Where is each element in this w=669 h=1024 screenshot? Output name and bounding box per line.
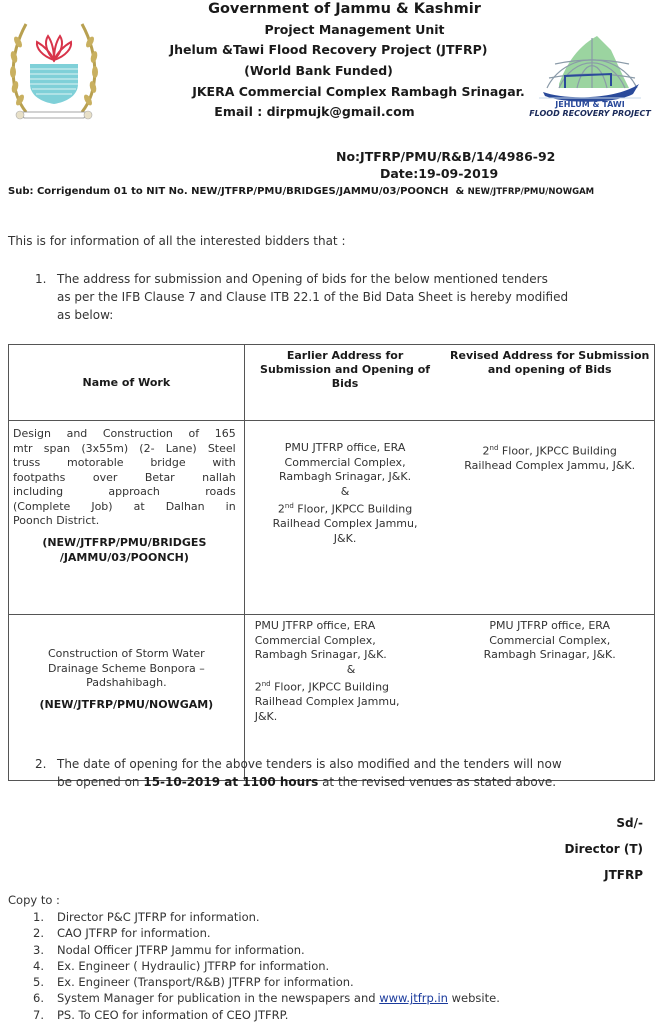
item-text: Ex. Engineer (Transport/R&B) JTFRP for information.: [57, 975, 354, 990]
item-number: 2.: [33, 926, 44, 941]
item-number: 1.: [33, 910, 44, 924]
work-line: (Complete Job) at Dalhan in: [13, 499, 236, 513]
work-line: Construction of Storm Water: [47, 647, 205, 660]
work-line: Padshahibagh.: [86, 676, 167, 689]
item-number: 3.: [33, 942, 44, 957]
opening-datetime: 15-10-2019 at 1100 hours: [143, 775, 319, 789]
list-item: [33, 990, 500, 1006]
point2-line: [57, 773, 562, 791]
text: be opened on: [57, 775, 144, 789]
address-line: Commercial Complex,: [489, 633, 611, 647]
point2-number: 2.: [35, 757, 47, 771]
ampersand: &: [340, 484, 350, 498]
office-email: Email : dirpmujk@gmail.com: [214, 104, 415, 119]
item-number: 5.: [33, 975, 44, 990]
item-text: Ex. Engineer ( Hydraulic) JTFRP for information.: [57, 958, 330, 973]
funding-note: (World Bank Funded): [244, 63, 393, 78]
floor-text: Floor, JKPCC Building: [270, 680, 390, 694]
floor-suffix: nd: [489, 444, 499, 452]
unit-name: Project Management Unit: [264, 22, 445, 37]
point2-text: [57, 755, 562, 791]
logo-caption-1: JEHLUM & TAWI: [555, 100, 625, 109]
header-line: Earlier Address for: [286, 349, 404, 362]
header-line: Revised Address for Submission: [450, 349, 650, 362]
address-line: [245, 499, 446, 517]
address-line: [445, 441, 654, 459]
item-text: System Manager for publication in the newspapers and: [57, 991, 380, 1006]
office-address: JKERA Commercial Complex Rambagh Srinagar.: [192, 84, 525, 99]
address-line: PMU JTFRP office, ERA: [489, 619, 610, 632]
signature-designation: Director (T): [564, 842, 643, 856]
code-line: (NEW/JTFRP/PMU/BRIDGES: [42, 535, 207, 549]
item-text: Director P&C JTFRP for information.: [57, 910, 260, 924]
table-header-row: [9, 345, 655, 421]
header-line: Submission and Opening of: [260, 363, 431, 376]
item-number: 6.: [33, 991, 44, 1006]
work-line: Design and Construction of 165: [13, 427, 236, 440]
address-line: J&K.: [333, 531, 357, 545]
reference-number: No:JTFRP/PMU/R&B/14/4986-92: [336, 149, 556, 164]
logo-caption-2: FLOOD RECOVERY PROJECT: [529, 109, 651, 118]
work-line: Poonch District.: [13, 514, 100, 527]
nit-code: [13, 535, 236, 565]
reference-date: Date:19-09-2019: [380, 166, 499, 181]
copy-to-heading: Copy to :: [8, 893, 60, 907]
work-line: mtr span (3x55m) (2- Lane) Steel: [13, 441, 236, 455]
government-title: Government of Jammu & Kashmir: [208, 1, 481, 17]
point1-line: as below:: [57, 308, 114, 322]
floor-suffix: nd: [261, 680, 271, 688]
work-description: [9, 421, 245, 615]
code-line: /JAMMU/03/POONCH): [59, 550, 189, 564]
address-line: Railhead Complex Jammu,: [254, 695, 400, 709]
address-line: [255, 677, 446, 695]
header-line: Bids: [331, 377, 359, 390]
address-line: Rambagh Srinagar, J&K.: [254, 648, 387, 661]
project-name: Jhelum &Tawi Flood Recovery Project (JTFRP): [169, 42, 488, 57]
item-number: 7.: [33, 1007, 44, 1022]
address-line: Railhead Complex Jammu, J&K.: [464, 459, 636, 473]
address-line: PMU JTFRP office, ERA: [254, 619, 376, 632]
floor-number: 2: [277, 502, 285, 516]
work-line: Drainage Scheme Bonpora –: [47, 661, 205, 675]
signature-sd: Sd/-: [616, 816, 643, 830]
work-line: including approach roads: [13, 485, 236, 498]
point2-line: The date of opening for the above tenders is also modified and the tenders will now: [57, 757, 562, 771]
tender-address-table: [8, 344, 655, 781]
floor-number: 2: [482, 444, 490, 458]
header-name-of-work: Name of Work: [9, 345, 245, 421]
work-line: footpaths over Betar nallah: [13, 470, 236, 484]
earlier-address: [244, 421, 445, 615]
point1-line: The address for submission and Opening of bids for the below mentioned tenders: [57, 272, 548, 286]
header-earlier-address: [244, 345, 445, 421]
item-text: PS. To CEO for information of CEO JTFRP.: [57, 1007, 289, 1022]
header-line: and opening of Bids: [487, 363, 612, 376]
address-line: Commercial Complex,: [284, 455, 406, 469]
list-item: [33, 1007, 500, 1023]
code-line: (NEW/JTFRP/PMU/NOWGAM): [39, 697, 214, 711]
address-line: Railhead Complex Jammu,: [272, 517, 418, 531]
ampersand: &: [346, 662, 356, 676]
item-text: CAO JTFRP for information.: [57, 926, 211, 941]
subject-main: Sub: Corrigendum 01 to NIT No. NEW/JTFRP/PMU/BRIDGES/JAMMU/03/POONCH &: [8, 186, 468, 197]
signature-org: JTFRP: [604, 868, 643, 882]
jtfrp-logo: [525, 28, 655, 120]
item-text: Nodal Officer JTFRP Jammu for information.: [57, 942, 305, 957]
floor-suffix: nd: [284, 502, 294, 510]
address-line: Commercial Complex,: [254, 633, 376, 647]
point1-text: [57, 270, 657, 324]
list-item: [33, 925, 500, 941]
nit-code: [9, 697, 244, 712]
intro-text: This is for information of all the interested bidders that :: [8, 234, 346, 248]
point1-number: 1.: [35, 272, 47, 286]
floor-number: 2: [254, 680, 262, 694]
copy-to-list: [33, 909, 500, 1023]
subject-secondary: NEW/JTFRP/PMU/NOWGAM: [467, 187, 595, 197]
list-item: [33, 974, 500, 990]
address-line: Rambagh Srinagar, J&K.: [483, 648, 616, 661]
floor-text: Floor, JKPCC Building: [498, 444, 617, 458]
list-item: [33, 909, 500, 925]
item-number: 4.: [33, 958, 44, 973]
work-line: truss motorable bridge with: [13, 456, 236, 469]
item-text: website.: [447, 991, 500, 1006]
website-link[interactable]: www.jtfrp.in: [379, 991, 448, 1006]
list-item: [33, 958, 500, 974]
subject-line: [8, 186, 594, 197]
floor-text: Floor, JKPCC Building: [293, 502, 413, 516]
revised-address: [445, 421, 654, 615]
address-line: J&K.: [254, 709, 278, 723]
header-revised-address: [445, 345, 654, 421]
point1-line: as per the IFB Clause 7 and Clause ITB 22.1 of the Bid Data Sheet is hereby modified: [57, 290, 569, 304]
address-line: Rambagh Srinagar, J&K.: [279, 470, 412, 483]
table-row: [9, 421, 655, 615]
address-line: PMU JTFRP office, ERA: [284, 441, 406, 454]
list-item: [33, 942, 500, 958]
text: at the revised venues as stated above.: [318, 775, 557, 789]
